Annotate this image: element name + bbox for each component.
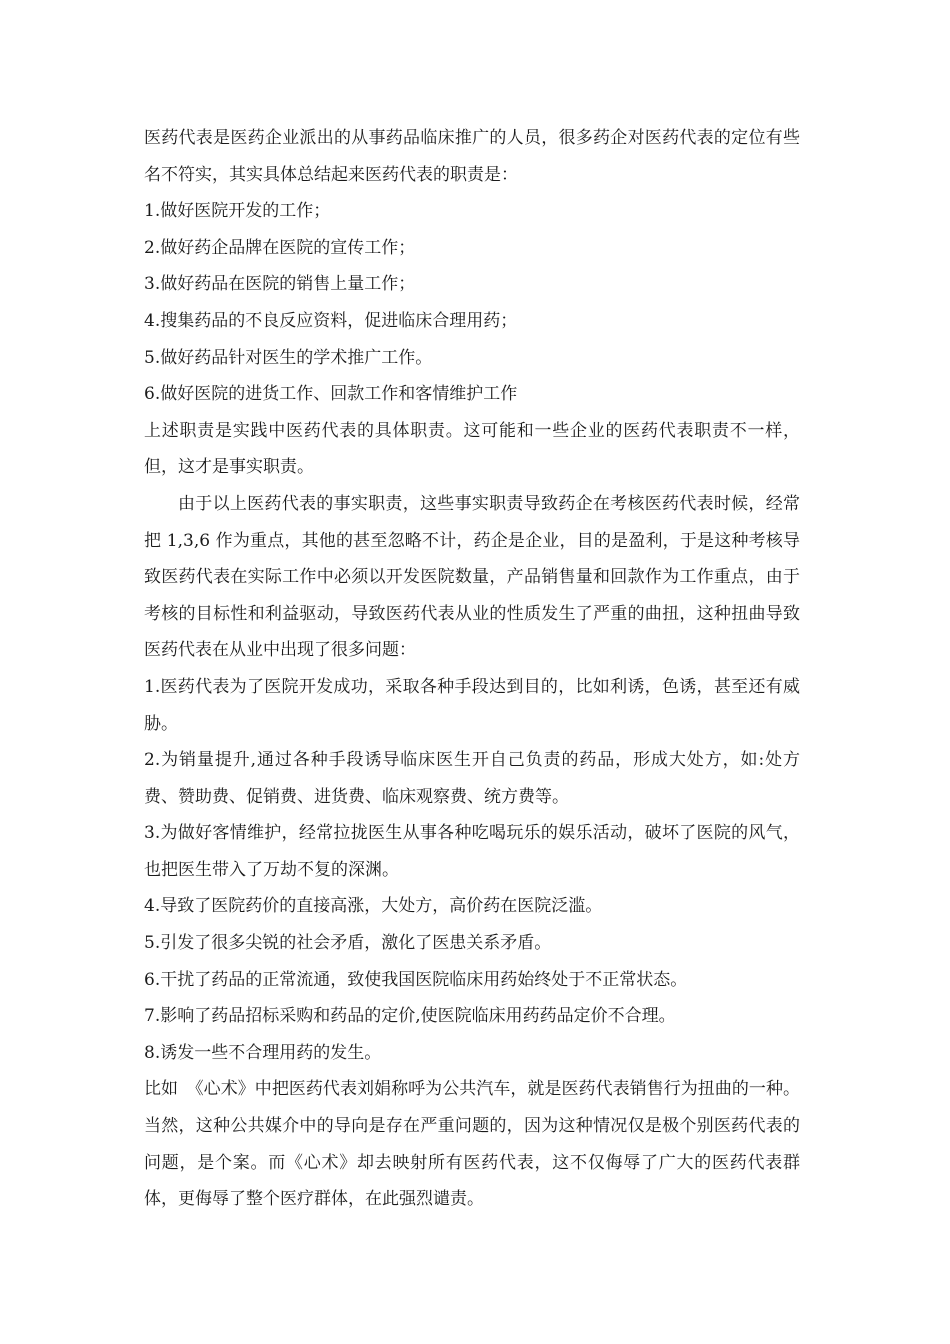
problem-item: 6.干扰了药品的正常流通，致使我国医院临床用药始终处于不正常状态。 bbox=[144, 969, 688, 990]
problem-item: 3.为做好客情维护，经常拉拢医生从事各种吃喝玩乐的娱乐活动，破坏了医院的风气，也把医生带入了万劫不复的深渊。 bbox=[144, 823, 800, 880]
problem-item: 7.影响了药品招标采购和药品的定价,使医院临床用药药品定价不合理。 bbox=[144, 1006, 676, 1027]
problem-item: 1.医药代表为了医院开发成功，采取各种手段达到目的，比如利诱，色诱，甚至还有威胁。 bbox=[144, 676, 800, 734]
duty-item: 1.做好医院开发的工作； bbox=[144, 201, 331, 222]
duty-item: 4.搜集药品的不良反应资料，促进临床合理用药； bbox=[144, 310, 518, 331]
duty-item: 6.做好医院的进货工作、回款工作和客情维护工作 bbox=[144, 384, 518, 405]
summary-paragraph: 上述职责是实践中医药代表的具体职责。这可能和一些企业的医药代表职责不一样，但，这才是事实职责。 bbox=[144, 420, 800, 478]
problems-list bbox=[144, 669, 800, 1072]
problem-item: 4.导致了医院药价的直接高涨，大处方，高价药在医院泛滥。 bbox=[144, 896, 603, 917]
duties-list bbox=[144, 193, 800, 413]
problem-item: 2.为销量提升,通过各种手段诱导临床医生开自己负责的药品，形成大处方，如:处方费、赞助费、促销费、进货费、临床观察费、统方费等。 bbox=[144, 750, 800, 807]
duty-item: 3.做好药品在医院的销售上量工作； bbox=[144, 274, 416, 295]
problem-item: 8.诱发一些不合理用药的发生。 bbox=[144, 1042, 382, 1063]
duty-item: 2.做好药企品牌在医院的宣传工作； bbox=[144, 237, 416, 258]
problem-item: 5.引发了很多尖锐的社会矛盾，激化了医患关系矛盾。 bbox=[144, 933, 552, 954]
analysis-paragraph: 由于以上医药代表的事实职责，这些事实职责导致药企在考核医药代表时候，经常把 1,3,6 作为重点，其他的甚至忽略不计，药企是企业，目的是盈利，于是这种考核导致医药代表在实际工作中必须以开发医院数量，产品销售量和回款作为工作重点，由于考核的目标性和利益驱动，导致医药代表从业的性质发生了严重的曲扭，这种扭曲导致医药代表在从业中出现了很多问题： bbox=[144, 493, 800, 661]
intro-paragraph: 医药代表是医药企业派出的从事药品临床推广的人员，很多药企对医药代表的定位有些名不符实，其实具体总结起来医药代表的职责是： bbox=[144, 128, 800, 185]
duty-item: 5.做好药品针对医生的学术推广工作。 bbox=[144, 347, 433, 368]
conclusion-paragraph: 比如 《心术》中把医药代表刘娟称呼为公共汽车，就是医药代表销售行为扭曲的一种。当然，这种公共媒介中的导向是存在严重问题的，因为这种情况仅是极个别医药代表的问题，是个案。而《心术》却去映射所有医药代表，这不仅侮辱了广大的医药代表群体，更侮辱了整个医疗群体，在此强烈谴责。 bbox=[144, 1079, 800, 1210]
